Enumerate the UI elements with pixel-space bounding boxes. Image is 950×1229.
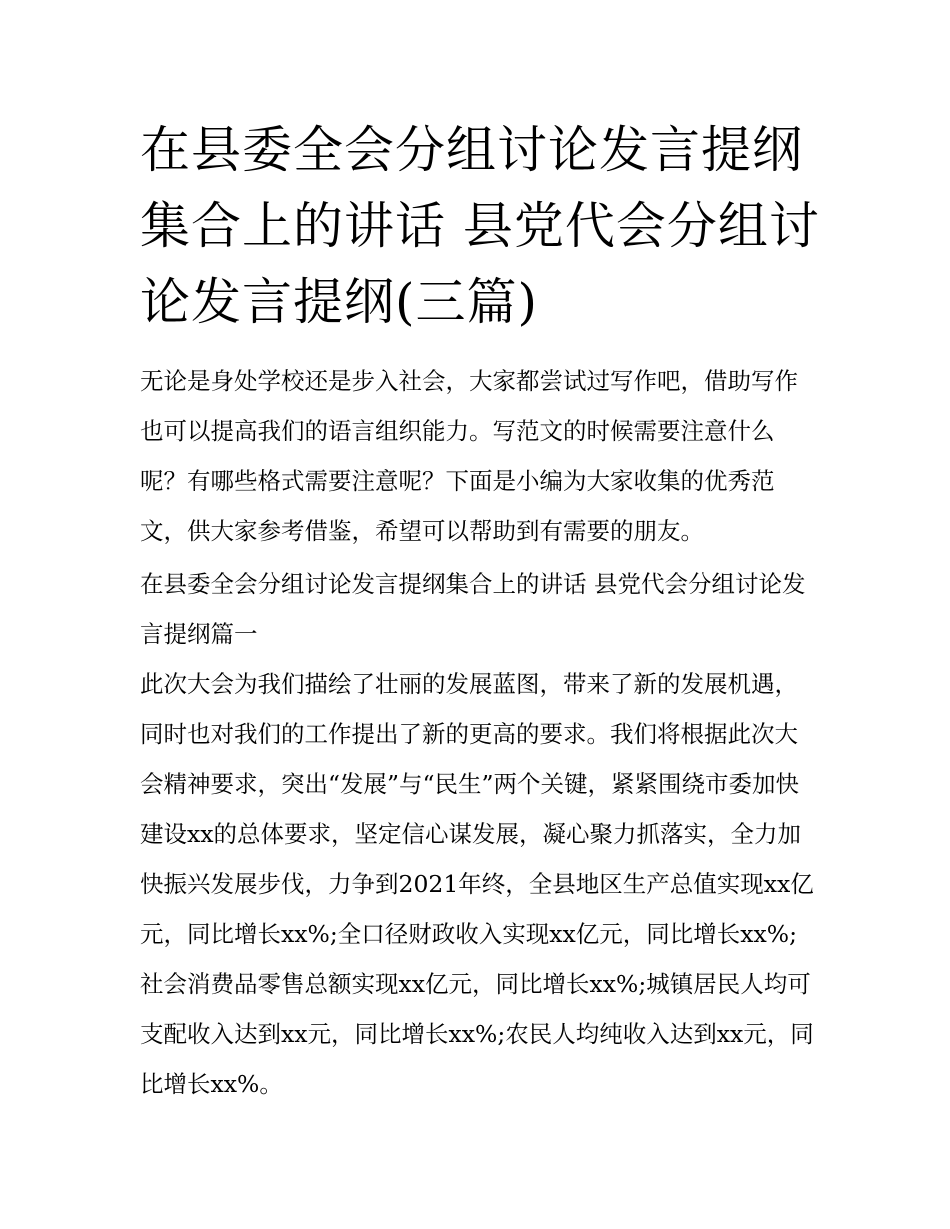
intro-paragraph: 无论是身处学校还是步入社会，大家都尝试过写作吧，借助写作也可以提高我们的语言组织能力。写范文的时候需要注意什么呢？有哪些格式需要注意呢？下面是小编为大家收集的优秀范文，供大家参考借鉴，希望可以帮助到有需要的朋友。: [140, 367, 798, 545]
page-title: 在县委全会分组讨论发言提纲集合上的讲话 县党代会分组讨论发言提纲(三篇): [140, 121, 820, 331]
document-body: [140, 356, 815, 1109]
section-heading: 在县委全会分组讨论发言提纲集合上的讲话 县党代会分组讨论发言提纲篇一: [140, 570, 806, 648]
body-paragraph: 此次大会为我们描绘了壮丽的发展蓝图，带来了新的发展机遇，同时也对我们的工作提出了新的更高的要求。我们将根据此次大会精神要求，突出“发展”与“民生”两个关键，紧紧围绕市委加快建设xx的总体要求，坚定信心谋发展，凝心聚力抓落实，全力加快振兴发展步伐，力争到2021年终，全县地区生产总值实现xx亿元，同比增长xx%;全口径财政收入实现xx亿元，同比增长xx%;社会消费品零售总额实现xx亿元，同比增长xx%;城镇居民人均可支配收入达到xx元，同比增长xx%;农民人均纯收入达到xx元，同比增长xx%。: [140, 670, 814, 1098]
